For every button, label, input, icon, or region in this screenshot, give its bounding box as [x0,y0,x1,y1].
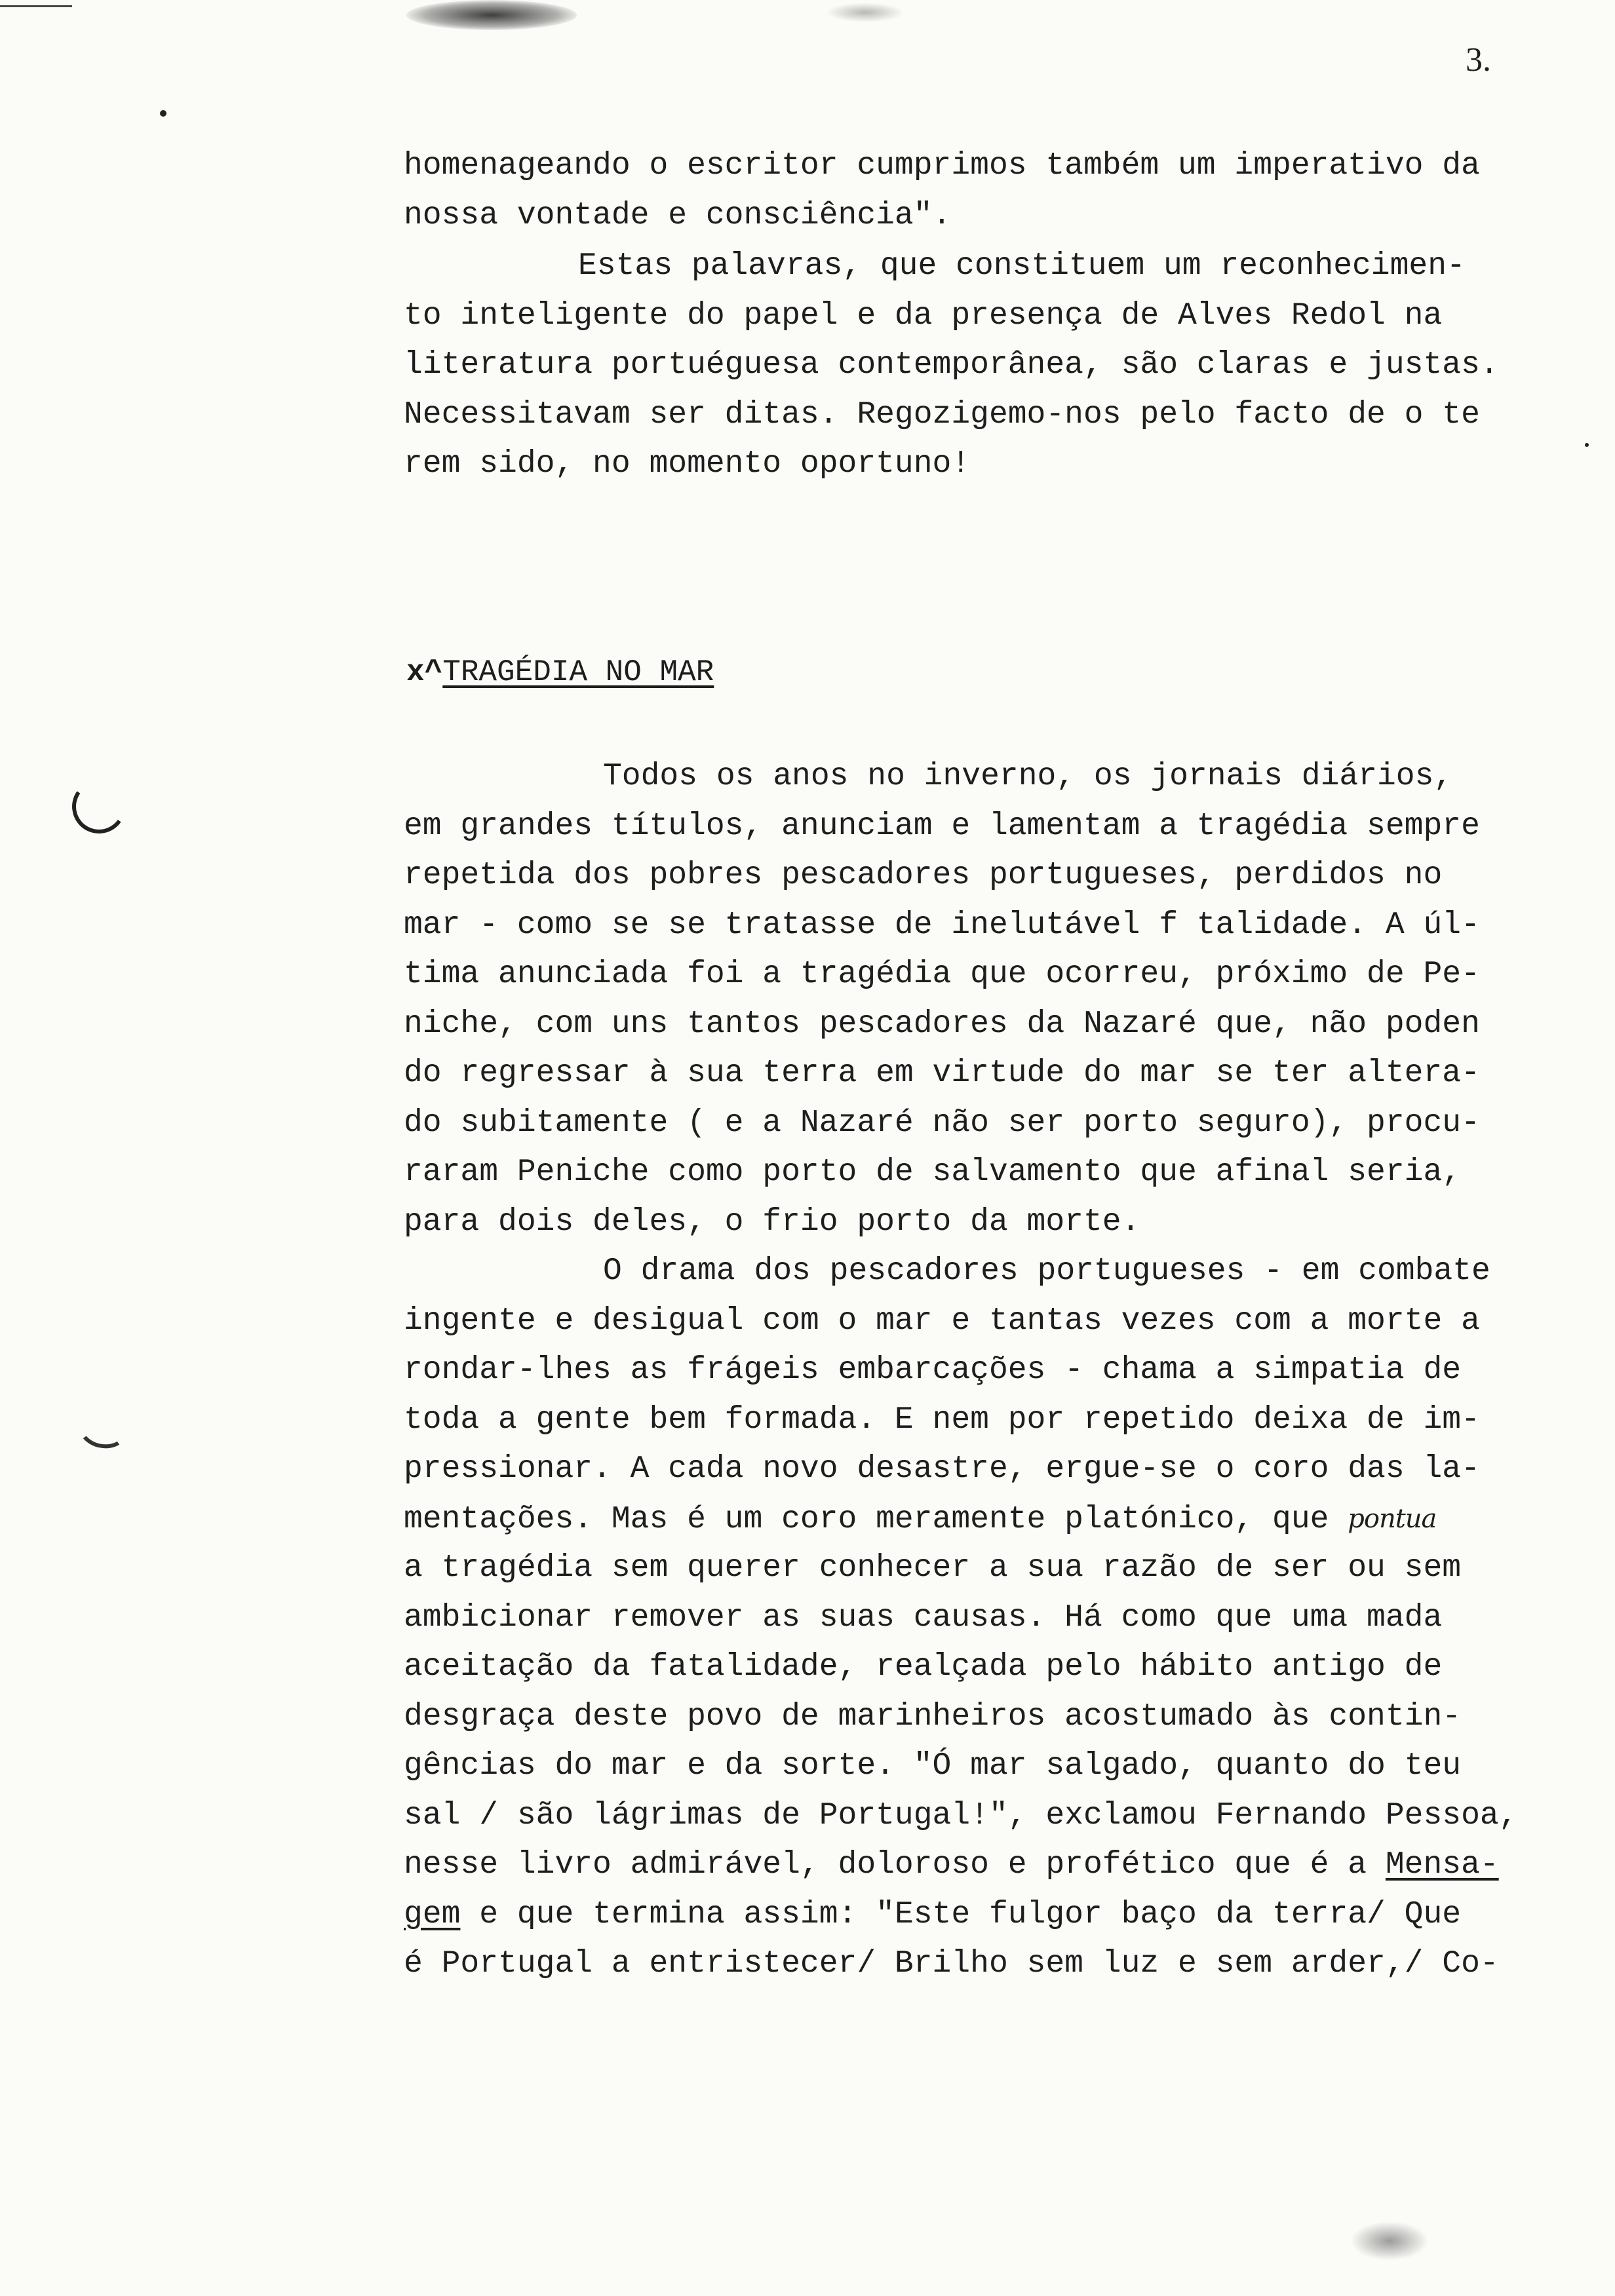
paragraph-2 [404,242,1557,489]
text-line: gências do mar e da sorte. "Ó mar salgado, quanto do teu [404,1748,1462,1784]
text-segment: mentações. Mas é um coro meramente platónico, que [404,1501,1329,1537]
paragraph-1 [404,142,1557,240]
text-line: ambicionar remover as suas causas. Há como que uma mada [404,1599,1443,1636]
text-line [404,1841,1557,1890]
handwritten-annotation: pontua [1348,1503,1437,1534]
ink-smudge [406,0,577,30]
punch-hole-mark [68,776,130,838]
page-number: 3. [1466,41,1491,79]
underlined-title: gem [404,1896,461,1932]
text-line: aceitação da fatalidade, realçada pelo hábito antigo de [404,1649,1443,1685]
ink-dot [160,110,166,117]
text-line: em grandes títulos, anunciam e lamentam a tragédia sempre [404,808,1480,844]
punch-hole-mark [75,1405,131,1452]
text-line: do subitamente ( e a Nazaré não ser porto seguro), procu- [404,1105,1480,1141]
text-line: a tragédia sem querer conhecer a sua razão de ser ou sem [404,1550,1462,1586]
text-segment: e que termina assim: "Este fulgor baço da terra/ Que [479,1896,1462,1932]
ink-dot [1585,443,1589,447]
text-line: literatura portuéguesa contemporânea, são claras e justas. [404,347,1499,383]
paragraph-4 [404,1247,1557,1989]
text-line: raram Peniche como porto de salvamento que afinal seria, [404,1155,1462,1190]
text-line: pressionar. A cada novo desastre, ergue-se o coro das la- [404,1451,1480,1487]
text-line: Estas palavras, que constituem um reconhecimen- [578,248,1466,284]
text-line: mar - como se se tratasse de inelutável f talidade. A úl- [404,907,1480,943]
scan-edge-line [0,5,72,7]
ink-smudge [826,3,905,22]
text-line: niche, com uns tantos pescadores da Nazaré que, não poden [404,1006,1480,1042]
text-line: toda a gente bem formada. E nem por repetido deixa de im- [404,1402,1480,1438]
text-line: O drama dos pescadores portugueses - em combate [603,1253,1490,1289]
text-line [404,1495,1557,1544]
section-title: TRAGÉDIA NO MAR [442,655,714,689]
text-line: Todos os anos no inverno, os jornais diários, [603,759,1453,794]
section-marker: x^ [406,655,443,689]
text-line: para dois deles, o frio porto da morte. [404,1204,1140,1240]
text-line: rondar-lhes as frágeis embarcações - chama a simpatia de [404,1352,1462,1388]
text-line: homenageando o escritor cumprimos também um imperativo da [404,148,1480,183]
text-line: desgraça deste povo de marinheiros acostumado às contin- [404,1698,1462,1734]
text-line: to inteligente do papel e da presença de Alves Redol na [404,297,1443,334]
text-line [404,1890,1557,1940]
text-line: rem sido, no momento oportuno! [404,446,971,482]
ink-smudge [1350,2221,1429,2261]
text-line: nossa vontade e consciência". [404,197,952,233]
text-line: sal / são lágrimas de Portugal!", exclamou Fernando Pessoa, [404,1797,1518,1833]
text-line: é Portugal a entristecer/ Brilho sem luz e sem arder,/ Co- [404,1946,1499,1981]
text-segment: nesse livro admirável, doloroso e profético que é a [404,1847,1367,1883]
text-line: Necessitavam ser ditas. Regozigemo-nos pelo facto de o te [404,396,1480,432]
text-line: do regressar à sua terra em virtude do mar se ter altera- [404,1056,1480,1091]
paragraph-3 [404,752,1557,1247]
text-line: ingente e desigual com o mar e tantas vezes com a morte a [404,1303,1480,1339]
text-line: tima anunciada foi a tragédia que ocorreu, próximo de Pe- [404,957,1480,992]
text-line: repetida dos pobres pescadores portugueses, perdidos no [404,858,1443,893]
underlined-title: Mensa- [1385,1847,1499,1883]
section-heading [406,653,714,692]
